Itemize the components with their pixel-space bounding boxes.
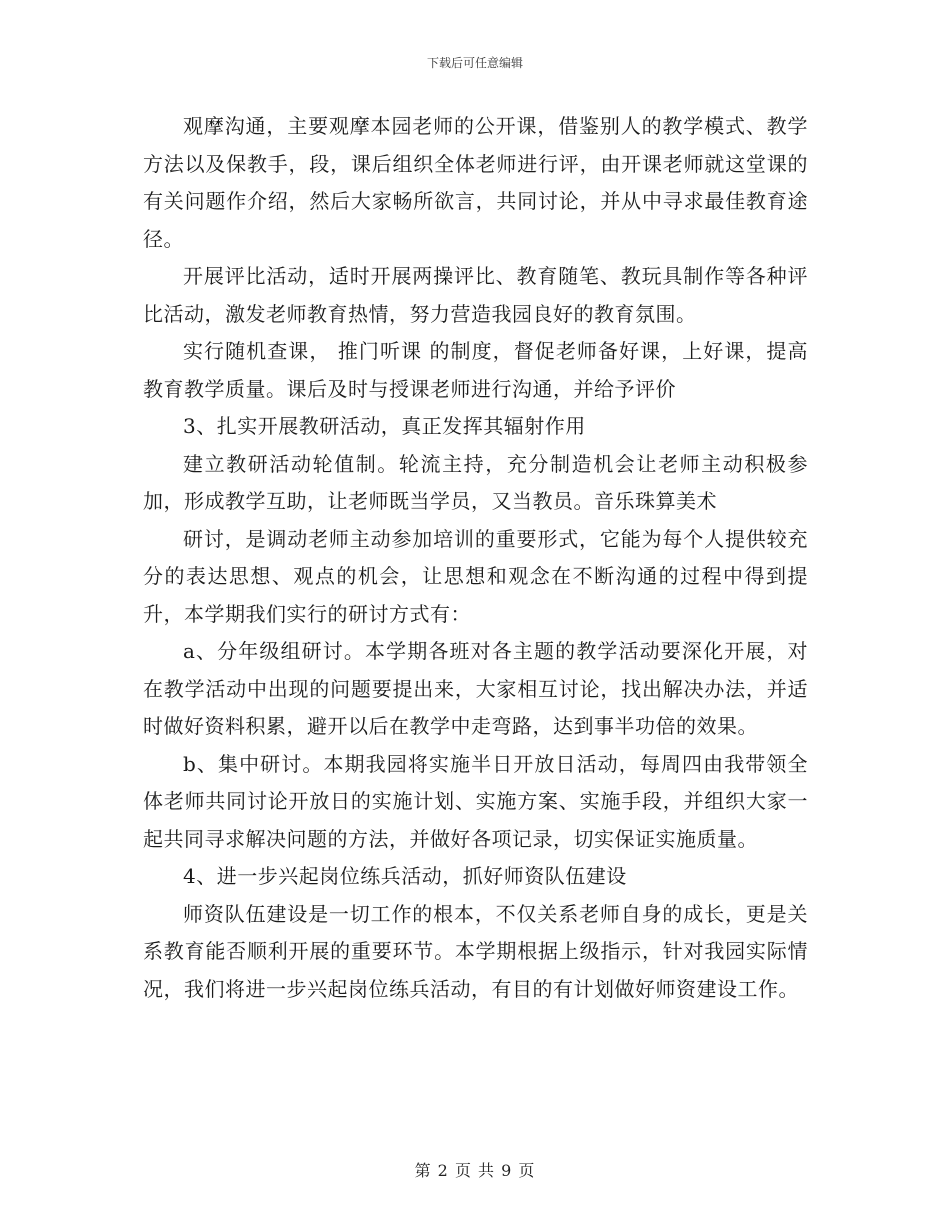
header-note: 下载后可任意编辑	[426, 56, 523, 70]
section-heading: 4、进一步兴起岗位练兵活动，抓好师资队伍建设	[183, 864, 627, 888]
paragraph: 开展评比活动，适时开展两操评比、教育随笔、教玩具制作等各种评比活动，激发老师教育热情，努力营造我园良好的教育氛围。	[143, 264, 808, 326]
paragraph: a、分年级组研讨。本学期各班对各主题的教学活动要深化开展，对在教学活动中出现的问题要提出来，大家相互讨论，找出解决办法，并适时做好资料积累，避开以后在教学中走弯路，达到事半功倍的效果。	[143, 639, 808, 738]
paragraph: 建立教研活动轮值制。轮流主持，充分制造机会让老师主动积极参加，形成教学互助，让老师既当学员，又当教员。音乐珠算美术	[143, 451, 808, 513]
paragraph: 实行随机查课， 推门听课 的制度，督促老师备好课，上好课，提高教育教学质量。课后及时与授课老师进行沟通，并给予评价	[143, 339, 808, 401]
paragraph: b、集中研讨。本期我园将实施半日开放日活动，每周四由我带领全体老师共同讨论开放日的实施计划、实施方案、实施手段，并组织大家一起共同寻求解决问题的方法，并做好各项记录，切实保证实施质量。	[143, 751, 808, 851]
page-number: 第 2 页 共 9 页	[414, 1161, 536, 1180]
paragraph: 观摩沟通，主要观摩本园老师的公开课，借鉴别人的教学模式、教学方法以及保教手，段，课后组织全体老师进行评，由开课老师就这堂课的有关问题作介绍，然后大家畅所欲言，共同讨论，并从中寻求最佳教育途径。	[143, 114, 808, 251]
paragraph: 研讨，是调动老师主动参加培训的重要形式，它能为每个人提供较充分的表达思想、观点的机会，让思想和观念在不断沟通的过程中得到提升，本学期我们实行的研讨方式有：	[143, 526, 808, 626]
paragraph: 师资队伍建设是一切工作的根本，不仅关系老师自身的成长，更是关系教育能否顺利开展的重要环节。本学期根据上级指示，针对我园实际情况，我们将进一步兴起岗位练兵活动，有目的有计划做好师资建设工作。	[143, 901, 808, 1001]
document-body	[143, 108, 808, 1008]
section-heading: 3、扎实开展教研活动，真正发挥其辐射作用	[183, 414, 586, 438]
